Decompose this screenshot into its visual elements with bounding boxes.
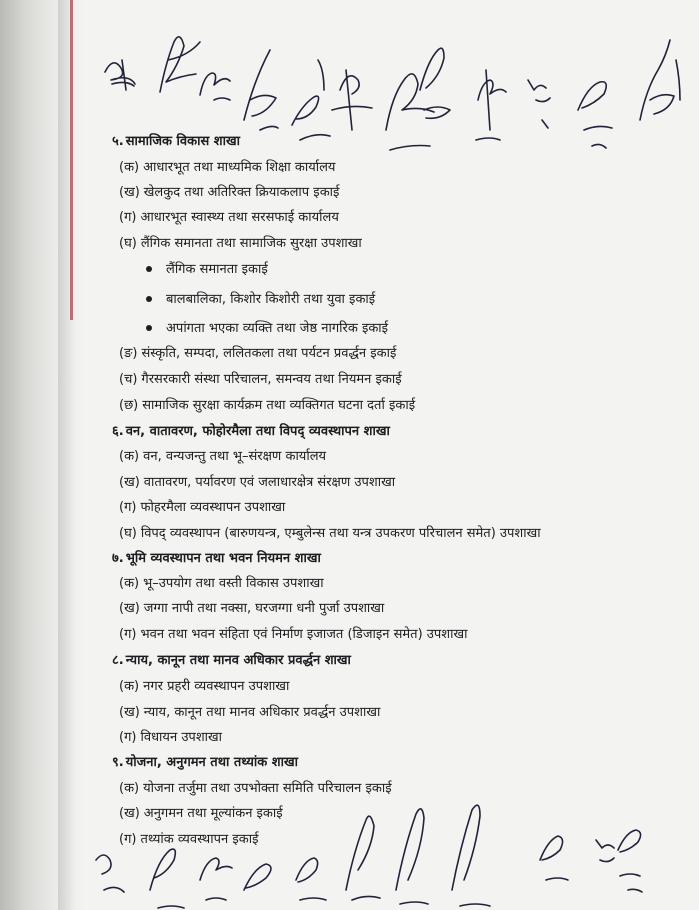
item-text: संस्कृति, सम्पदा, ललितकला तथा पर्यटन प्रवर्द्धन इकाई: [141, 346, 397, 361]
item-marker: (क): [119, 449, 140, 464]
item-text: भू–उपयोग तथा वस्ती विकास उपशाखा: [143, 576, 324, 591]
item-text: लैंगिक समानता इकाई: [166, 262, 268, 277]
list-item: [119, 526, 541, 542]
item-text: अपांगता भएका व्यक्ति तथा जेष्ठ नागरिक इकाई: [166, 321, 389, 336]
section-title: सामाजिक विकास शाखा: [125, 134, 240, 149]
section-heading: [112, 134, 240, 150]
list-item: [119, 372, 402, 388]
item-text: वन, वन्यजन्तु तथा भू–संरक्षण कार्यालय: [143, 449, 327, 464]
section-heading: [112, 551, 321, 567]
item-text: विधायन उपशाखा: [140, 730, 223, 745]
item-text: वातावरण, पर्यावरण एवं जलाधारक्षेत्र संरक्षण उपशाखा: [143, 475, 396, 490]
item-marker: (क): [119, 160, 140, 175]
bullet-icon: [146, 266, 152, 272]
list-item: [119, 806, 283, 822]
section-heading: [112, 755, 298, 771]
item-text: तथ्यांक व्यवस्थापन इकाई: [140, 832, 259, 847]
item-text: बालबालिका, किशोर किशोरी तथा युवा इकाई: [166, 292, 376, 307]
item-marker: (ग): [119, 730, 137, 745]
section-title: भूमि व्यवस्थापन तथा भवन नियमन शाखा: [125, 551, 321, 566]
bullet-item: [146, 321, 388, 337]
item-marker: (क): [119, 576, 140, 591]
item-text: नगर प्रहरी व्यवस्थापन उपशाखा: [143, 679, 290, 694]
item-text: सामाजिक सुरक्षा कार्यक्रम तथा व्यक्तिगत घटना दर्ता इकाई: [142, 398, 416, 413]
item-text: गैरसरकारी संस्था परिचालन, समन्वय तथा नियमन इकाई: [141, 372, 402, 387]
item-marker: (ङ): [119, 346, 138, 361]
bullet-icon: [146, 325, 152, 331]
section-title: वन, वातावरण, फोहोरमैला तथा विपद् व्यवस्थापन शाखा: [125, 424, 390, 439]
list-item: [119, 705, 380, 721]
item-text: फोहरमैला व्यवस्थापन उपशाखा: [140, 500, 286, 515]
list-item: [119, 398, 415, 414]
section-number: ७.: [112, 551, 124, 566]
list-item: [119, 475, 395, 491]
section-number: ८.: [112, 653, 124, 668]
section-title: योजना, अनुगमन तथा तथ्यांक शाखा: [125, 755, 298, 770]
item-text: विपद् व्यवस्थापन (बारुणयन्त्र, एम्बुलेन्स तथा यन्त्र उपकरण परिचालन समेत) उपशाखा: [140, 526, 541, 541]
item-marker: (घ): [119, 526, 137, 541]
item-marker: (च): [119, 372, 138, 387]
item-marker: (ग): [119, 832, 137, 847]
list-item: [119, 679, 289, 695]
item-text: जग्गा नापी तथा नक्सा, घरजग्गा धनी पुर्जा उपशाखा: [143, 601, 385, 616]
item-text: अनुगमन तथा मूल्यांकन इकाई: [143, 806, 283, 821]
item-text: आधारभूत तथा माध्यमिक शिक्षा कार्यालय: [143, 160, 336, 175]
item-text: आधारभूत स्वास्थ्य तथा सरसफाई कार्यालय: [140, 210, 339, 225]
list-item: [119, 576, 324, 592]
list-item: [119, 449, 326, 465]
section-number: ९.: [112, 755, 124, 770]
item-marker: (ग): [119, 627, 137, 642]
item-marker: (क): [119, 679, 140, 694]
section-title: न्याय, कानून तथा मानव अधिकार प्रवर्द्धन शाखा: [125, 653, 351, 668]
list-item: [119, 781, 392, 797]
item-text: लैंगिक समानता तथा सामाजिक सुरक्षा उपशाखा: [140, 236, 362, 251]
bullet-item: [146, 292, 375, 308]
list-item: [119, 160, 335, 176]
section-number: ६.: [112, 424, 124, 439]
item-marker: (छ): [119, 398, 139, 413]
list-item: [119, 236, 362, 252]
section-heading: [112, 653, 351, 669]
item-text: भवन तथा भवन संहिता एवं निर्माण इजाजत (डिजाइन समेत) उपशाखा: [140, 627, 468, 642]
section-number: ५.: [112, 134, 124, 149]
item-marker: (क): [119, 781, 140, 796]
item-marker: (घ): [119, 236, 137, 251]
item-marker: (ग): [119, 500, 137, 515]
item-marker: (ख): [119, 806, 140, 821]
item-marker: (ग): [119, 210, 137, 225]
list-item: [119, 500, 285, 516]
item-text: योजना तर्जुमा तथा उपभोक्ता समिति परिचालन इकाई: [143, 781, 392, 796]
item-marker: (ख): [119, 601, 140, 616]
list-item: [119, 346, 396, 362]
bullet-item: [146, 262, 268, 278]
bullet-icon: [146, 296, 152, 302]
section-heading: [112, 424, 390, 440]
item-marker: (ख): [119, 705, 140, 720]
item-marker: (ख): [119, 475, 140, 490]
item-text: न्याय, कानून तथा मानव अधिकार प्रवर्द्धन उपशाखा: [143, 705, 381, 720]
list-item: [119, 832, 258, 848]
item-text: खेलकुद तथा अतिरिक्त क्रियाकलाप इकाई: [143, 185, 340, 200]
list-item: [119, 210, 339, 226]
item-marker: (ख): [119, 185, 140, 200]
list-item: [119, 601, 384, 617]
list-item: [119, 185, 339, 201]
list-item: [119, 627, 468, 643]
list-item: [119, 730, 222, 746]
